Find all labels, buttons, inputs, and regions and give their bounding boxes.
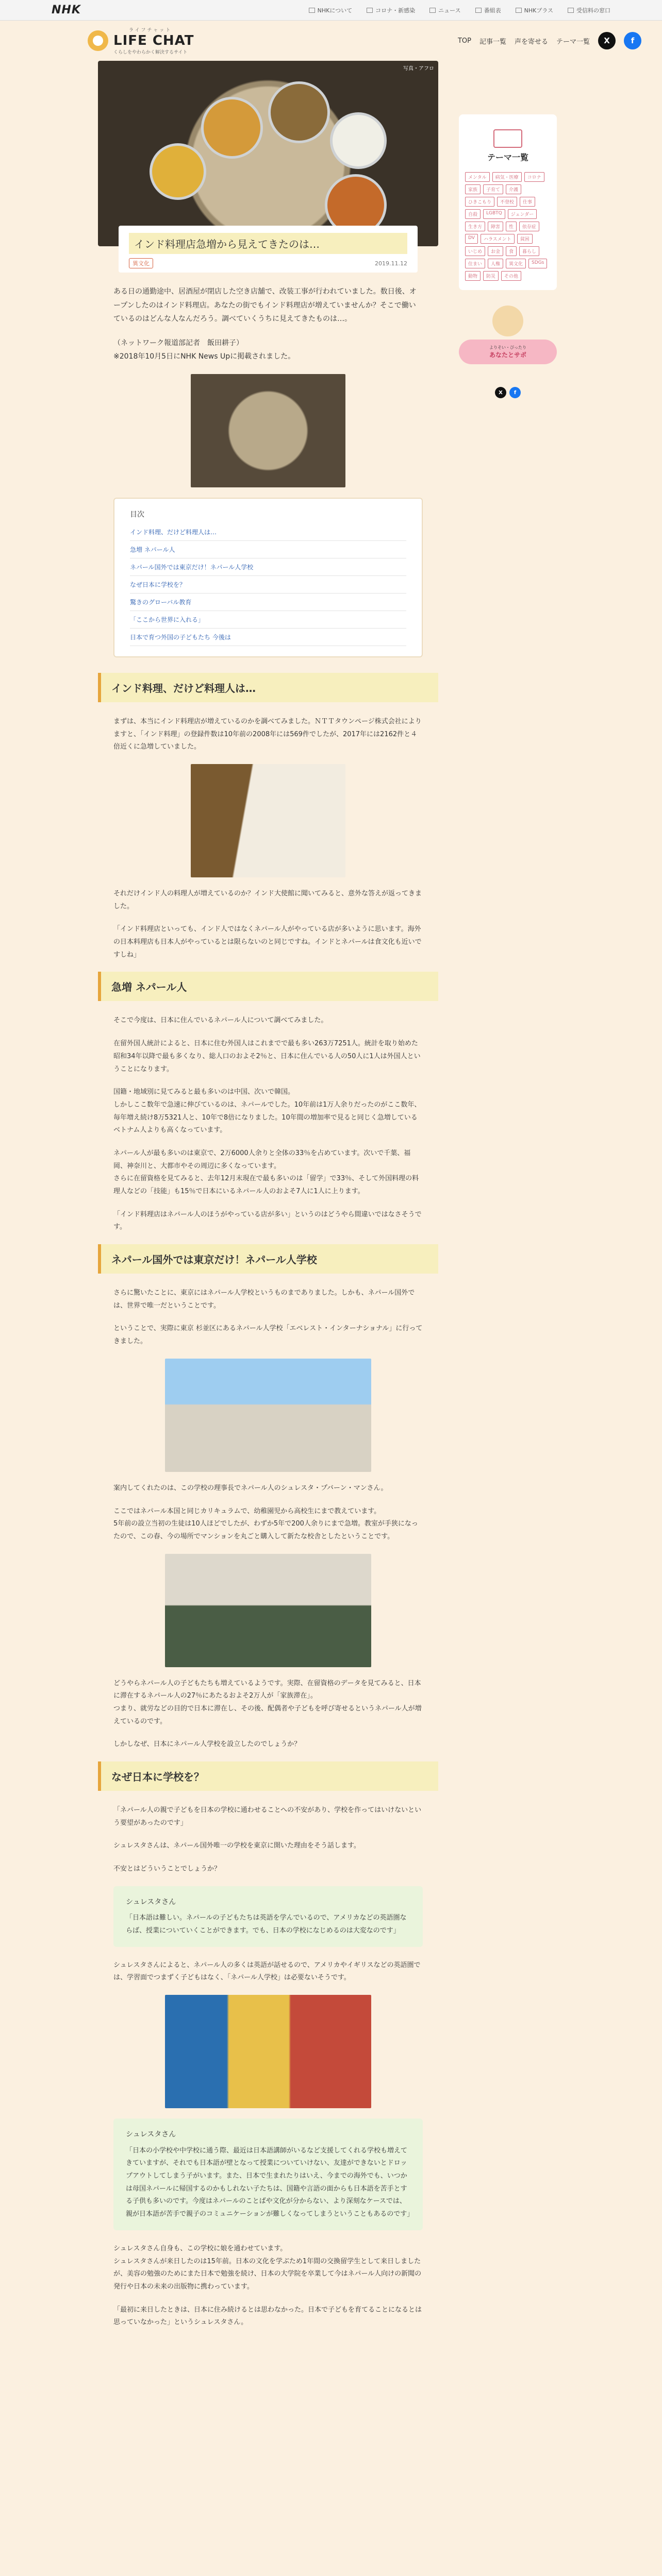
paragraph: ネパール人が最も多いのは東京で、2万6000人余りと全体の33％を占めています。次いで千葉、福岡、神奈川と、大都市やその周辺に多くなっています。 さらに在留資格を見てみると、去年12月末現在で最も多いのは「留学」で33％、そして外国料理の料理人などの「技能」も15％で日本にいるネパール人のおよそ7人に1人に上ります。 xyxy=(113,1149,419,1196)
paragraph: どうやらネパール人の子どもたちも増えているようです。実際、在留資格のデータを見てみると、日本に滞在するネパール人の27％にあたるおよそ2万人が「家族滞在」。 つまり、就労などの目的で日本に滞在し、その後、配偶者や子どもを呼び寄せるというネパール人が増えているのです。 xyxy=(113,1679,422,1725)
quote-box xyxy=(113,1886,423,1947)
theme-tag[interactable]: 住まい xyxy=(465,259,485,268)
info-icon xyxy=(309,8,315,13)
theme-tag[interactable]: 食 xyxy=(506,246,517,256)
theme-tag[interactable]: DV xyxy=(465,234,478,244)
paragraph: 国籍・地域別に見てみると最も多いのは中国、次いで韓国。 しかしここ数年で急速に伸びているのは、ネパールでした。10年前は1万人余りだったのがここ数年、毎年増え続け8万5321人と、10年で8倍になりました。10年間の増加率で見ると同じく急増しているベトナム人よりも高くなっています。 xyxy=(113,1088,421,1134)
paragraph: 案内してくれたのは、この学校の理事長でネパール人のシュレスタ・プバーン・マンさん。 xyxy=(113,1484,388,1492)
theme-tag[interactable]: お金 xyxy=(488,246,503,256)
curry-bowl-1 xyxy=(201,97,263,159)
article-main xyxy=(98,61,438,2340)
theme-tag[interactable]: 動物 xyxy=(465,271,481,281)
theme-tag[interactable]: SDGs xyxy=(528,259,547,268)
article-date: 2019.11.12 xyxy=(375,260,407,267)
toc-item[interactable]: 驚きのグローバル教育 xyxy=(130,594,406,611)
paragraph: まずは、本当にインド料理店が増えているのかを調べてみました。ＮＴＴタウンページ株式会社によりますと、「インド料理」の登録件数は10年前の2008年には569件でしたが、2017年には2162件と４倍近くに急増していました。 xyxy=(113,717,422,751)
article-title: インド料理店急増から見えてきたのは… xyxy=(129,233,407,254)
paragraph: さらに驚いたことに、東京にはネパール人学校というものまでありました。しかも、ネパール国外では、世界で唯一だということです。 xyxy=(113,1289,415,1310)
theme-tag[interactable]: ひきこもり xyxy=(465,197,494,207)
section-why-japan xyxy=(98,1761,438,2329)
nhk-link-schedule[interactable]: 番組表 xyxy=(475,6,501,14)
quote-text: 「日本の小学校や中学校に通う際、最近は日本語講師がいるなど支援してくれる学校も増えてきていますが、それでも日本語が壁となって授業についていけない、友達ができないとドロップアウトしてしまう子がいます。また、日本で生まれたりはいえ、今までの海外でも、いつかは母国ネパールに帰国するのかもしれない子たちは、国籍や言語の面からも日本語を苦手とする子供も多いのです。今度はネパールのことばや文化が分からない、より深刻なケースでは、親が日本語が苦手で親子のコミュニケーションが難しくなってしまうということもあるのです」 xyxy=(126,2146,414,2218)
x-share-icon[interactable]: X xyxy=(598,32,616,49)
mascot-icon xyxy=(492,306,523,336)
byline: （ネットワーク報道部記者 飯田耕子） ※2018年10月5日にNHK News Upに掲載されました。 xyxy=(113,338,295,361)
section-nepali-school xyxy=(98,1244,438,1751)
section-nepal-increase xyxy=(98,972,438,1234)
nhk-logo[interactable]: NHK xyxy=(52,4,81,16)
brand-kana: ライフチャット xyxy=(129,28,172,33)
nav-articles[interactable]: 記事一覧 xyxy=(479,38,506,46)
theme-tag[interactable]: 病気・医療 xyxy=(492,172,522,182)
life-chat-logo-icon xyxy=(88,30,108,51)
quote-speaker: シュレスタさん xyxy=(126,2130,176,2139)
sidebar xyxy=(459,61,557,2340)
theme-tag[interactable]: 人権 xyxy=(488,259,503,268)
nhk-global-links xyxy=(309,6,610,14)
paragraph: それだけインド人の料理人が増えているのか？インド大使館に聞いてみると、意外な答えが返ってきました。 xyxy=(113,890,422,910)
site-header xyxy=(0,21,662,61)
nhk-link-corona[interactable]: コロナ・新感染 xyxy=(367,6,415,14)
x-share-icon[interactable]: X xyxy=(495,387,506,398)
theme-tag[interactable]: いじめ xyxy=(465,246,485,256)
nhk-link-plus[interactable]: NHKプラス xyxy=(516,6,553,14)
textbooks-photo xyxy=(165,1995,371,2108)
theme-tag[interactable]: 暮らし xyxy=(519,246,539,256)
hero-image xyxy=(98,61,438,246)
theme-tag[interactable]: 子育て xyxy=(483,184,503,194)
theme-list-title: テーマ一覧 xyxy=(487,152,528,162)
paragraph: 「インド料理店はネパール人のほうがやっている店が多い」というのはどうやら間違いではなさそうです。 xyxy=(113,1210,422,1231)
brand-tagline: くらしをやわらかく解決するサイト xyxy=(113,50,188,55)
theme-tag[interactable]: ジェンダー xyxy=(508,209,537,219)
toc-item[interactable]: ネパール国外では東京だけ！ネパール人学校 xyxy=(130,558,406,576)
theme-tag[interactable]: 性 xyxy=(506,222,517,231)
theme-tag[interactable]: 防災 xyxy=(483,271,499,281)
facebook-share-icon[interactable]: f xyxy=(624,32,641,49)
theme-tag[interactable]: LGBTQ xyxy=(483,209,505,219)
article-tag[interactable]: 異文化 xyxy=(129,258,153,268)
table-of-contents xyxy=(113,498,423,657)
theme-list-box xyxy=(459,114,557,290)
toc-item[interactable]: 「ここから世界に入れる」 xyxy=(130,611,406,629)
photo-credit: 写真・アフロ xyxy=(403,66,434,72)
theme-tag[interactable]: 依存症 xyxy=(519,222,539,231)
section-heading: ネパール国外では東京だけ！ネパール人学校 xyxy=(98,1244,438,1274)
nhk-link-news[interactable]: ニュース xyxy=(429,6,460,14)
theme-tags xyxy=(465,172,551,281)
paragraph: そこで今度は、日本に住んでいるネパール人について調べてみました。 xyxy=(113,1016,328,1025)
play-icon xyxy=(516,8,522,13)
paragraph: 在留外国人統計によると、日本に住む外国人はこれまでで最も多い263万7251人。統計を取り始めた昭和34年以降で最も多くなり、総人口のおよそ2％と、日本に住んでいる人の50人に1人は外国人ということになります。 xyxy=(113,1040,421,1073)
site-brand[interactable] xyxy=(88,26,194,55)
theme-tag[interactable]: 異文化 xyxy=(506,259,526,268)
curry-bowl-3 xyxy=(150,143,206,200)
virus-icon xyxy=(367,8,373,13)
toc-item[interactable]: なぜ日本に学校を？ xyxy=(130,576,406,594)
theme-tag[interactable]: 貧困 xyxy=(517,234,533,244)
promo-title: あなたとサポ xyxy=(489,351,526,359)
theme-tag[interactable]: その他 xyxy=(501,271,521,281)
promo-subtitle: よりそい・ぴったり xyxy=(489,345,526,350)
nav-themes[interactable]: テーマ一覧 xyxy=(556,38,590,46)
paragraph: 「インド料理店といっても、インド人ではなくネパール人がやっている店が多いように思います。海外の日本料理店も日本人がやっているとは限らないのと同じですね。インドとネパールは食文化も近いですしね」 xyxy=(113,925,422,959)
food-photo xyxy=(191,374,345,487)
site-nav xyxy=(458,32,641,49)
paragraph: シュレスタさんによると、ネパール人の多くは英語が話せるので、アメリカやイギリスなどの英語圏では、学習面でつまずく子どもはなく、「ネパール人学校」は必要ないそうです。 xyxy=(113,1961,421,1982)
paragraph: しかしなぜ、日本にネパール人学校を設立したのでしょうか？ xyxy=(113,1740,301,1749)
paragraph: ここではネパール本国と同じカリキュラムで、幼稚園児から高校生にまで教えています。 5年前の設立当初の生徒は10人ほどでしたが、わずか5年で200人余りにまで急増。教室が手狭になったので、この春、今の場所でマンションを丸ごと購入して新たな校舎としたということです。 xyxy=(113,1507,418,1540)
theme-tag[interactable]: 自殺 xyxy=(465,209,481,219)
section-heading: 急増 ネパール人 xyxy=(98,972,438,1001)
lunch-menu-photo xyxy=(191,764,345,877)
brand-name: LIFE CHAT xyxy=(113,33,194,48)
article-lead xyxy=(98,273,438,364)
theme-tag[interactable]: 障害 xyxy=(488,222,503,231)
receipt-icon xyxy=(568,8,574,13)
nhk-link-fee[interactable]: 受信料の窓口 xyxy=(568,6,610,14)
nav-top[interactable]: TOP xyxy=(457,37,471,45)
paragraph: ということで、実際に東京 杉並区にあるネパール人学校「エベレスト・インターナショナル」に行ってきました。 xyxy=(113,1325,423,1346)
toc-item[interactable]: 急増 ネパール人 xyxy=(130,541,406,558)
theme-tag[interactable]: 介護 xyxy=(506,184,521,194)
quote-speaker: シュレスタさん xyxy=(126,1897,176,1906)
school-building-photo xyxy=(165,1359,371,1472)
classroom-photo xyxy=(165,1554,371,1667)
yogurt-bowl xyxy=(330,112,387,169)
sidebar-share xyxy=(459,387,557,398)
paragraph: 「最初に来日したときは、日本に住み続けるとは思わなかった。日本で子どもを育てることになるとは思っていなかった」というシュレスタさん。 xyxy=(113,2306,422,2327)
section-heading: なぜ日本に学校を？ xyxy=(98,1761,438,1791)
title-card xyxy=(119,226,418,273)
quote-box xyxy=(113,2119,423,2230)
toc-title: 目次 xyxy=(130,510,144,519)
toc-item[interactable]: 日本で育つ外国の子どもたち 今後は xyxy=(130,629,406,646)
theme-tag[interactable]: 仕事 xyxy=(520,197,535,207)
section-indian-cuisine xyxy=(98,673,438,962)
theme-tag[interactable]: ハラスメント xyxy=(481,234,515,244)
paragraph: シュレスタさんは、ネパール国外唯一の学校を東京に開いた理由をそう話します。 xyxy=(113,1842,360,1850)
theme-tag[interactable]: メンタル xyxy=(465,172,490,182)
toc-item[interactable]: インド料理、だけど料理人は… xyxy=(130,523,406,541)
curry-bowl-2 xyxy=(268,81,330,143)
notebook-icon xyxy=(493,129,522,148)
paragraph: 「ネパール人の親で子どもを日本の学校に通わせることへの不安があり、学校を作ってはいけないという要望があったのです」 xyxy=(113,1806,422,1827)
quote-text: 「日本語は難しい。ネパールの子どもたちは英語を学んでいるので、アメリカなどの英語圏ならば、授業についていくことができます。でも、日本の学校になじめるのは大変なのです」 xyxy=(126,1914,407,1935)
theme-tag[interactable]: 家族 xyxy=(465,184,481,194)
nhk-link-about[interactable]: NHKについて xyxy=(309,6,353,14)
news-icon xyxy=(429,8,436,13)
section-heading: インド料理、だけど料理人は… xyxy=(98,673,438,702)
promo-banner[interactable] xyxy=(459,306,557,378)
theme-tag[interactable]: 不登校 xyxy=(497,197,517,207)
facebook-share-icon[interactable]: f xyxy=(509,387,521,398)
lead-paragraph: ある日の通勤途中、居酒屋が閉店した空き店舗で、改装工事が行われていました。数日後、オープンしたのはインド料理店。あなたの街でもインド料理店が増えていませんか？そこで働いているのはどんな人なんだろう。調べていくうちに見えてきたものは…。 xyxy=(113,287,417,324)
nav-send-voice[interactable]: 声を寄せる xyxy=(514,38,548,46)
nhk-global-bar xyxy=(0,0,662,21)
theme-tag[interactable]: 生き方 xyxy=(465,222,485,231)
theme-tag[interactable]: コロナ xyxy=(524,172,544,182)
tv-icon xyxy=(475,8,482,13)
paragraph: 不安とはどういうことでしょうか？ xyxy=(113,1865,221,1873)
paragraph: シュレスタさん自身も、この学校に娘を通わせています。 シュレスタさんが来日したのは15年前。日本の文化を学ぶため1年間の交換留学生として来日しましたが、美容の勉強のためにまた日本で勉強を続け、日本の大学院を卒業して今はネパール人向けの新聞の発行や日本の未来の出版物に携わっています。 xyxy=(113,2244,422,2291)
